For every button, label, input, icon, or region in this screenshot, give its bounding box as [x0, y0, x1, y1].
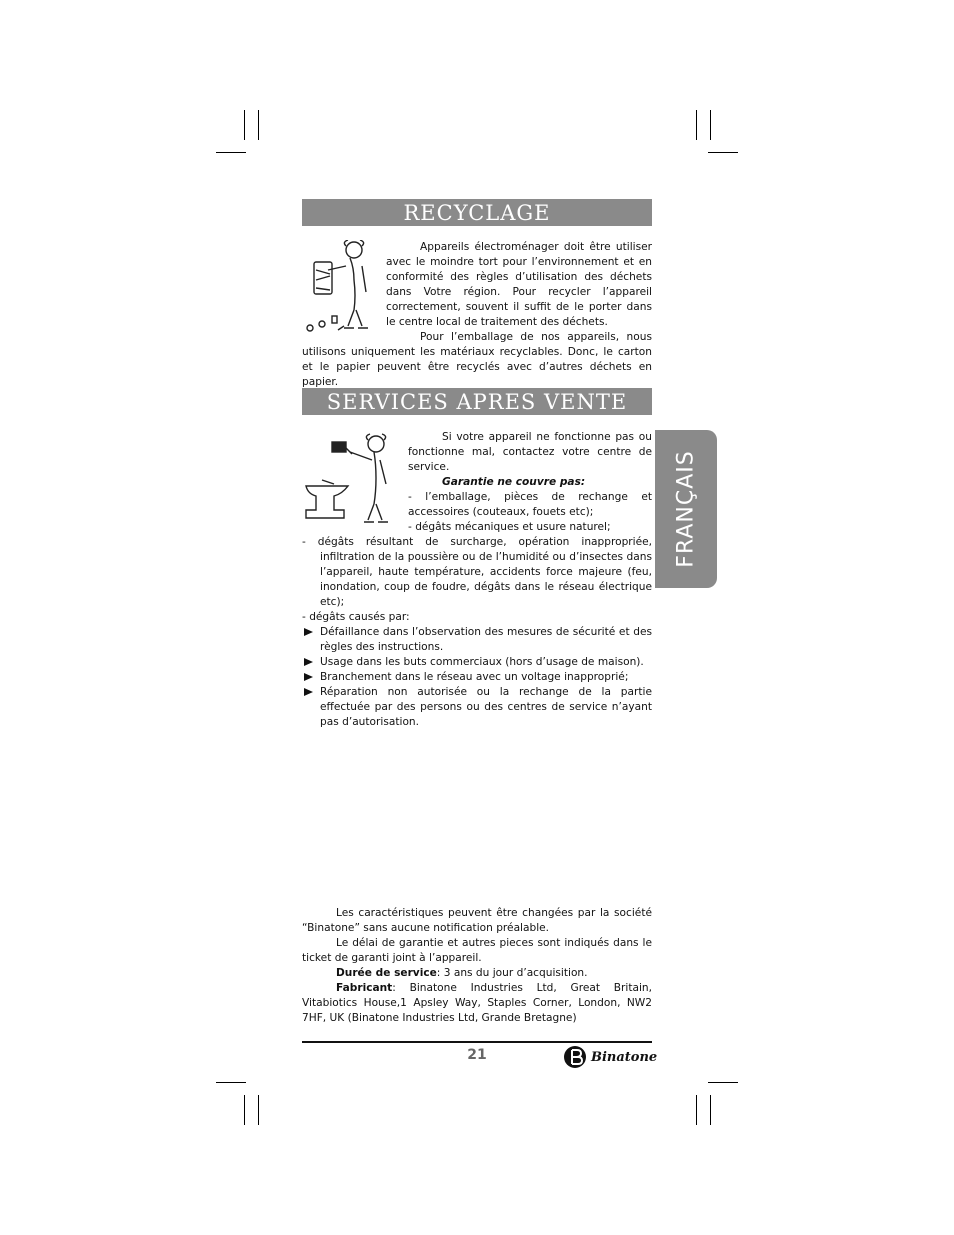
- recycling-illustration: [302, 240, 380, 336]
- service-section: [302, 388, 652, 730]
- warranty-heading: Garantie ne couvre pas:: [442, 476, 586, 488]
- recycling-body: [302, 240, 652, 390]
- recycling-section: [302, 199, 652, 390]
- crop-mark: [710, 110, 711, 140]
- damage-cause-1: Défaillance dans l’observation des mesures de sécurité et des règles des instructions.: [302, 625, 652, 655]
- notes-paragraph-2: Le délai de garantie et autres pieces sont indiqués dans le ticket de garanti joint à l’appareil.: [302, 937, 652, 964]
- service-illustration: [302, 430, 402, 530]
- recycling-title: RECYCLAGE: [302, 199, 652, 226]
- warranty-exclusion-3: - dégâts résultant de surcharge, opération inappropriée, infiltration de la poussière ou de l’humidité ou d’insectes dans l’appareil, haute température, accidents force majeure (feu, inondation, coup de foudre, dégâts dans le réseau électrique etc);: [302, 536, 652, 608]
- service-title: SERVICES APRES VENTE: [302, 388, 652, 415]
- brand-logo: [563, 1045, 657, 1069]
- manufacturer: Fabricant: Binatone Industries Ltd, Great Britain, Vitabiotics House,1 Apsley Way, Staples Corner, London, NW2 7HF, UK (Binatone Industries Ltd, Grande Bretagne): [302, 982, 652, 1024]
- brand-name: Binatone: [591, 1049, 658, 1065]
- binatone-logo-icon: [563, 1045, 589, 1069]
- language-tab-label: FRANÇAIS: [673, 450, 699, 568]
- crop-mark: [216, 152, 246, 153]
- warranty-exclusion-1: - l’emballage, pièces de rechange et accessoires (couteaux, fouets etc);: [408, 491, 652, 518]
- crop-mark: [244, 1095, 245, 1125]
- service-intro: Si votre appareil ne fonctionne pas ou fonctionne mal, contactez votre centre de service.: [408, 431, 652, 473]
- notes-paragraph-1: Les caractéristiques peuvent être changées par la société “Binatone” sans aucune notification préalable.: [302, 907, 652, 934]
- warranty-exclusion-4: - dégâts causés par:: [302, 611, 410, 623]
- crop-mark: [710, 1095, 711, 1125]
- page-number: 21: [467, 1047, 487, 1063]
- recycling-paragraph-1: Appareils électroménager doit être utiliser avec le moindre tort pour l’environnement et en conformité des règles d’utilisation des déchets dans Votre région. Pour recycler l’appareil correctement, souvent il suffit de le porter dans le centre local de traitement des déchets.: [386, 241, 652, 328]
- damage-cause-4: Réparation non autorisée ou la rechange de la partie effectuée par des persons ou des centres de service n’ayant pas d’autorisation.: [302, 685, 652, 730]
- bullet-arrow-icon: [304, 688, 313, 696]
- crop-mark: [258, 1095, 259, 1125]
- bullet-arrow-icon: [304, 628, 313, 636]
- crop-mark: [696, 1095, 697, 1125]
- notes-section: [302, 906, 652, 1026]
- crop-mark: [258, 110, 259, 140]
- crop-mark: [216, 1082, 246, 1083]
- damage-cause-3: Branchement dans le réseau avec un voltage inapproprié;: [302, 670, 652, 685]
- footer-rule: [302, 1041, 652, 1043]
- service-duration: Durée de service: 3 ans du jour d’acquisition.: [336, 967, 588, 979]
- crop-mark: [696, 110, 697, 140]
- language-tab: [655, 430, 717, 588]
- recycling-paragraph-2: Pour l’emballage de nos appareils, nous utilisons uniquement les matériaux recyclables. Donc, le carton et le papier peuvent être recyclés avec d’autres déchets en papier.: [302, 331, 652, 388]
- bullet-arrow-icon: [304, 658, 313, 666]
- service-body: [302, 430, 652, 730]
- warranty-exclusion-2: - dégâts mécaniques et usure naturel;: [408, 521, 611, 533]
- damage-cause-2: Usage dans les buts commerciaux (hors d’usage de maison).: [302, 655, 652, 670]
- crop-mark: [244, 110, 245, 140]
- crop-mark: [708, 152, 738, 153]
- crop-mark: [708, 1082, 738, 1083]
- bullet-arrow-icon: [304, 673, 313, 681]
